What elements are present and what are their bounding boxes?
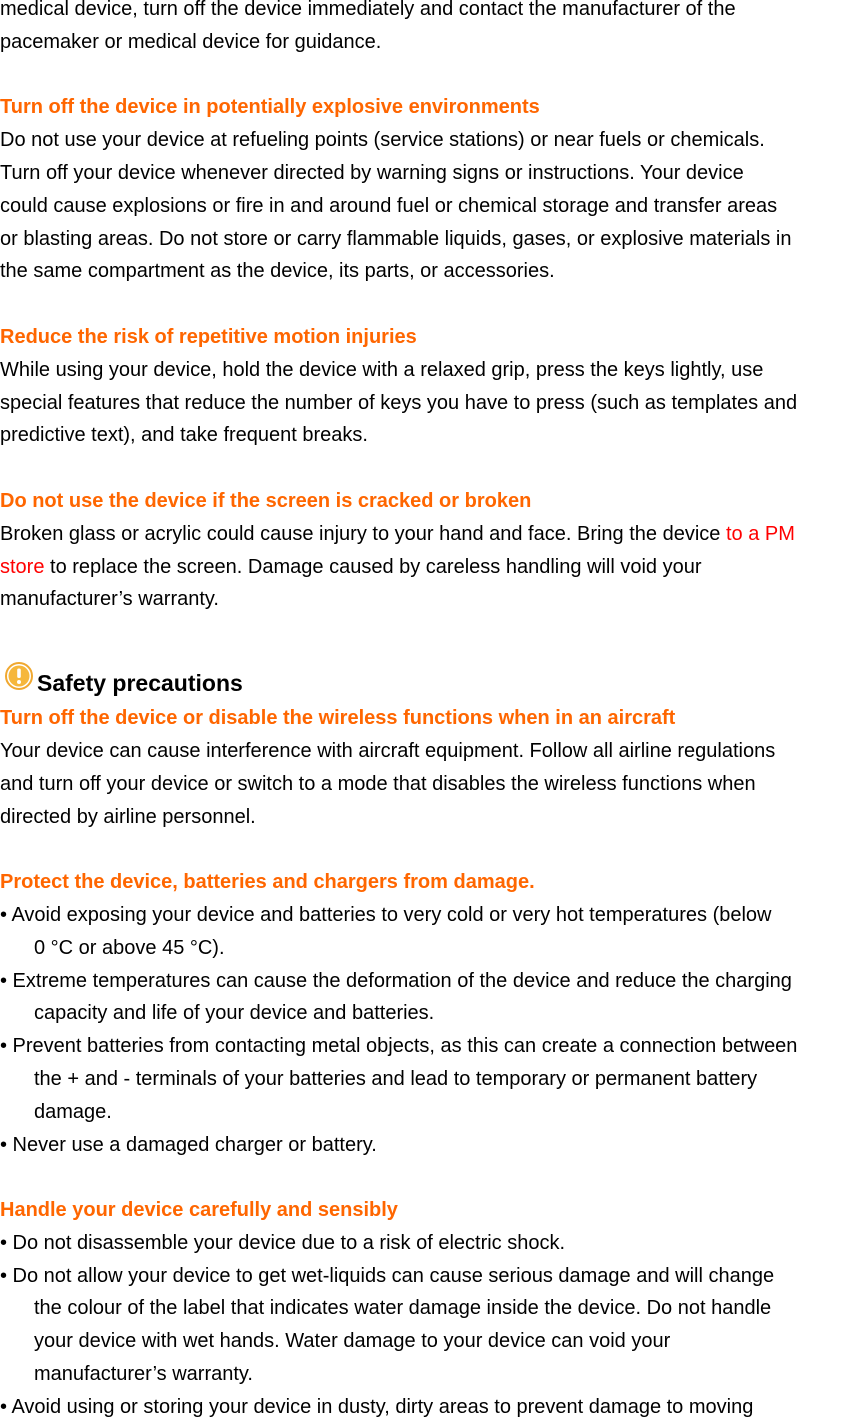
bullet-item-continuation: your device with wet hands. Water damage to your device can void your bbox=[34, 1330, 671, 1353]
warning-exclamation-icon bbox=[4, 661, 34, 691]
pm-store-link[interactable]: store bbox=[0, 555, 45, 578]
body-text: pacemaker or medical device for guidance. bbox=[0, 30, 382, 53]
bullet-item: • Never use a damaged charger or battery. bbox=[0, 1133, 377, 1156]
bullet-item: • Avoid using or storing your device in dusty, dirty areas to prevent damage to moving bbox=[0, 1395, 754, 1418]
body-text: medical device, turn off the device immediately and contact the manufacturer of the bbox=[0, 0, 736, 20]
bullet-item-continuation: capacity and life of your device and batteries. bbox=[34, 1002, 435, 1025]
body-text-segment: Broken glass or acrylic could cause injury to your hand and face. Bring the device bbox=[0, 522, 726, 545]
body-text: manufacturer’s warranty. bbox=[0, 588, 219, 611]
bullet-item-continuation: the colour of the label that indicates water damage inside the device. Do not handle bbox=[34, 1297, 772, 1320]
body-text-segment: to replace the screen. Damage caused by careless handling will void your bbox=[44, 555, 702, 578]
body-text: or blasting areas. Do not store or carry flammable liquids, gases, or explosive materials in bbox=[0, 227, 792, 250]
body-text: directed by airline personnel. bbox=[0, 805, 256, 828]
section-heading-aircraft: Turn off the device or disable the wireless functions when in an aircraft bbox=[0, 707, 676, 730]
section-heading-handle: Handle your device carefully and sensibly bbox=[0, 1199, 398, 1222]
body-text: Turn off your device whenever directed by warning signs or instructions. Your device bbox=[0, 161, 744, 184]
bullet-item: • Avoid exposing your device and batteries to very cold or very hot temperatures (below bbox=[0, 903, 772, 926]
section-heading-cracked: Do not use the device if the screen is cracked or broken bbox=[0, 489, 532, 512]
body-text bbox=[0, 518, 863, 551]
body-text: While using your device, hold the device with a relaxed grip, press the keys lightly, use bbox=[0, 358, 764, 381]
section-heading-repetitive: Reduce the risk of repetitive motion injuries bbox=[0, 325, 417, 348]
body-text bbox=[0, 551, 863, 584]
bullet-item: • Extreme temperatures can cause the deformation of the device and reduce the charging bbox=[0, 969, 792, 992]
body-text: the same compartment as the device, its parts, or accessories. bbox=[0, 260, 555, 283]
body-text: predictive text), and take frequent breaks. bbox=[0, 424, 368, 447]
bullet-item: • Do not disassemble your device due to a risk of electric shock. bbox=[0, 1231, 566, 1254]
bullet-item-continuation: the + and - terminals of your batteries and lead to temporary or permanent battery bbox=[34, 1067, 758, 1090]
body-text: and turn off your device or switch to a mode that disables the wireless functions when bbox=[0, 772, 756, 795]
bullet-item-continuation: manufacturer’s warranty. bbox=[34, 1363, 253, 1386]
section-heading-protect: Protect the device, batteries and chargers from damage. bbox=[0, 871, 535, 894]
safety-precautions-title bbox=[0, 662, 863, 702]
pm-store-link[interactable]: to a PM bbox=[725, 522, 795, 545]
bullet-item-continuation: 0 °C or above 45 °C). bbox=[34, 936, 225, 959]
body-text: Your device can cause interference with aircraft equipment. Follow all airline regulations bbox=[0, 739, 776, 762]
body-text: Do not use your device at refueling points (service stations) or near fuels or chemicals. bbox=[0, 129, 765, 152]
bullet-item: • Do not allow your device to get wet-liquids can cause serious damage and will change bbox=[0, 1264, 775, 1287]
bullet-item: • Prevent batteries from contacting metal objects, as this can create a connection between bbox=[0, 1035, 798, 1058]
body-text: special features that reduce the number of keys you have to press (such as templates and bbox=[0, 391, 798, 414]
bullet-item-continuation: damage. bbox=[34, 1100, 112, 1123]
section-title: Safety precautions bbox=[37, 669, 243, 696]
body-text: could cause explosions or fire in and around fuel or chemical storage and transfer areas bbox=[0, 194, 778, 217]
section-heading-explosive: Turn off the device in potentially explosive environments bbox=[0, 96, 540, 119]
